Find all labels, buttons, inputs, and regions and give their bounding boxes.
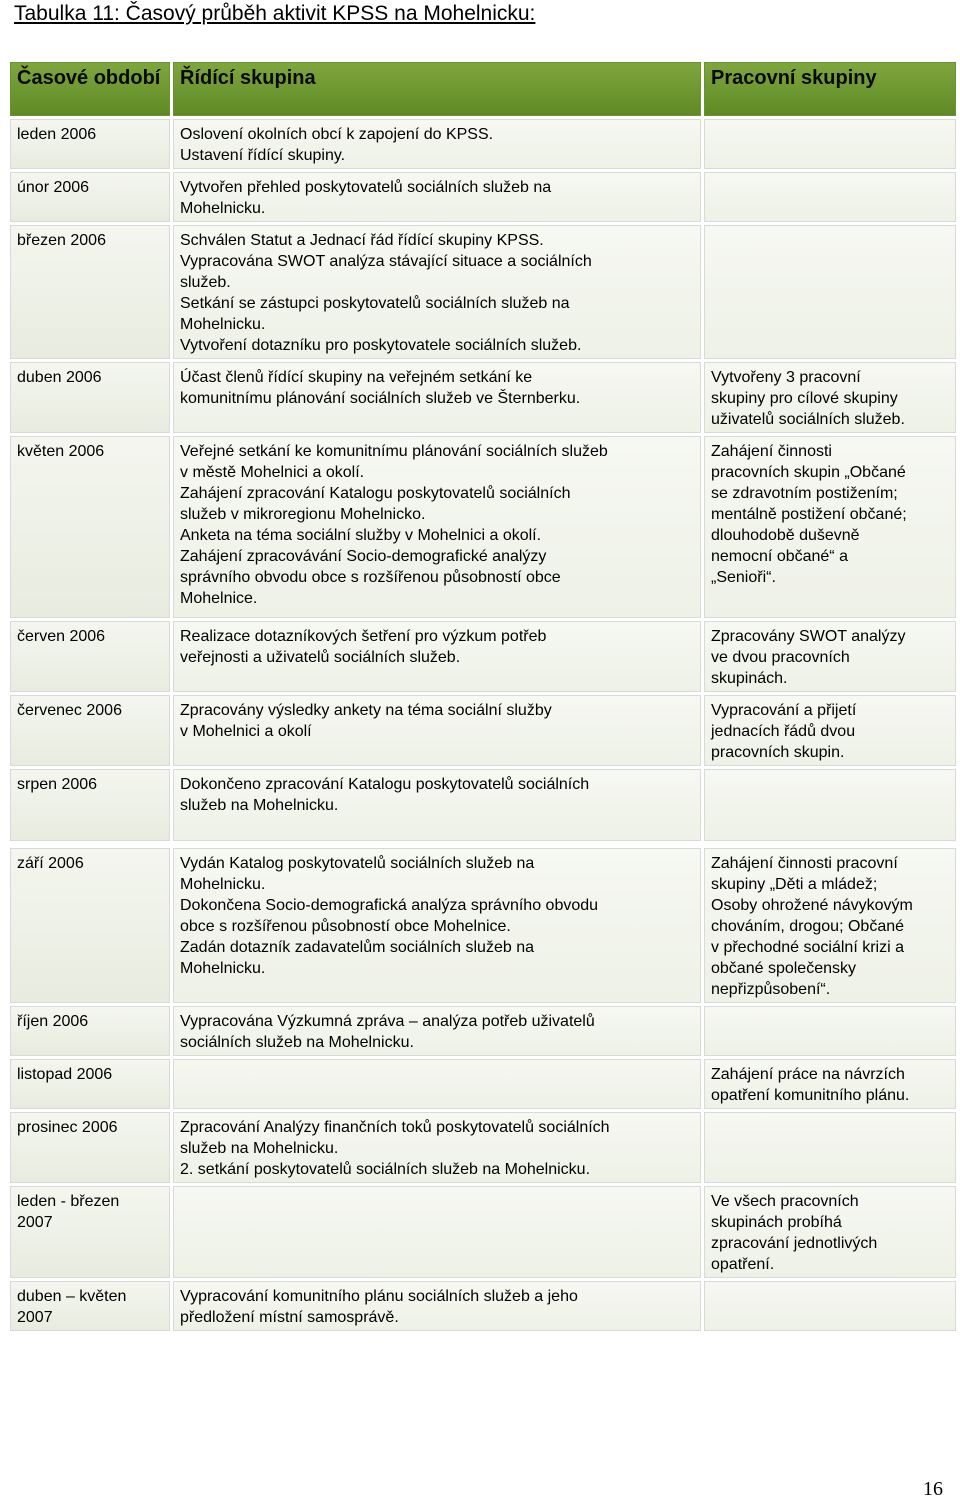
steering-cell-line: Zahájení zpracování Katalogu poskytovatelů sociálních [180,485,571,502]
steering-cell-line: Mohelnicku. [180,960,266,977]
steering-cell-line: Vypracována SWOT analýza stávající situace a sociálních [180,253,592,270]
table-row [10,695,956,766]
steering-cell-line: Vypracována Výzkumná zpráva – analýza potřeb uživatelů [180,1013,595,1030]
steering-cell-line: Vydán Katalog poskytovatelů sociálních služeb na [180,855,535,872]
period-cell [10,119,170,169]
period-cell-line: únor 2006 [17,179,90,196]
working-cell-line: Zpracovány SWOT analýzy [711,628,906,645]
working-cell-line: pracovních skupin. [711,744,845,761]
steering-cell-line: služeb. [180,274,231,291]
steering-cell-line: Vytvoření dotazníku pro poskytovatele sociálních služeb. [180,337,582,354]
steering-cell [173,119,701,169]
working-cell-line: Zahájení činnosti pracovní [711,855,898,872]
working-cell-line: zpracování jednotlivých [711,1235,878,1252]
working-cell-line: nemocní občané“ a [711,548,848,565]
working-cell [704,172,956,222]
table-row [10,1281,956,1331]
working-cell-line: Ve všech pracovních [711,1193,859,1210]
header-working-groups: Pracovní skupiny [704,62,956,116]
steering-cell-line: Setkání se zástupci poskytovatelů sociálních služeb na [180,295,570,312]
steering-cell-line: služeb na Mohelnicku. [180,797,339,814]
activity-table-part1 [7,59,959,844]
period-cell [10,225,170,359]
steering-cell-line: Zpracovány výsledky ankety na téma sociální služby [180,702,552,719]
header-steering-group: Řídící skupina [173,62,701,116]
steering-cell-line: Dokončeno zpracování Katalogu poskytovatelů sociálních [180,776,590,793]
working-cell-line: v přechodné sociální krizi a [711,939,904,956]
table-row [10,1059,956,1109]
table-row [10,1186,956,1278]
working-cell-line: uživatelů sociálních služeb. [711,411,905,428]
period-cell-line: leden 2006 [17,126,97,143]
working-cell [704,1281,956,1331]
working-cell-line: dlouhodobě duševně [711,527,860,544]
period-cell [10,172,170,222]
steering-cell-line: v městě Mohelnici a okolí. [180,464,365,481]
working-cell [704,362,956,433]
steering-cell-line: Vytvořen přehled poskytovatelů sociálních služeb na [180,179,552,196]
working-cell-line: ve dvou pracovních [711,649,850,666]
steering-cell [173,1006,701,1056]
steering-cell [173,1112,701,1183]
steering-cell-line: služeb v mikroregionu Mohelnicko. [180,506,426,523]
steering-cell [173,1281,701,1331]
working-cell-line: pracovních skupin „Občané [711,464,906,481]
table-row [10,769,956,841]
working-cell-line: skupiny „Děti a mládež; [711,876,878,893]
period-cell [10,695,170,766]
steering-cell [173,1186,701,1278]
table-row [10,848,956,1003]
working-cell-line: Vytvořeny 3 pracovní [711,369,861,386]
steering-cell-line: Schválen Statut a Jednací řád řídící skupiny KPSS. [180,232,544,249]
period-cell-line: červen 2006 [17,628,106,645]
period-cell-line: listopad 2006 [17,1066,113,1083]
period-cell [10,1059,170,1109]
working-cell-line: Zahájení práce na návrzích [711,1066,905,1083]
header-period: Časové období [10,62,170,116]
steering-cell-line: Zpracování Analýzy finančních toků poskytovatelů sociálních [180,1119,610,1136]
period-cell-line: říjen 2006 [17,1013,89,1030]
period-cell [10,621,170,692]
working-cell [704,1059,956,1109]
working-cell [704,695,956,766]
working-cell-line: skupinách probíhá [711,1214,842,1231]
period-cell [10,848,170,1003]
working-cell [704,1112,956,1183]
table-row [10,1112,956,1183]
period-cell-line: duben – květen [17,1288,127,1305]
steering-cell-line: komunitnímu plánování sociálních služeb ve Šternberku. [180,390,581,407]
working-cell [704,119,956,169]
table-row [10,225,956,359]
working-cell-line: občané společensky [711,960,856,977]
working-cell [704,1006,956,1056]
period-cell [10,1281,170,1331]
working-cell-line: opatření komunitního plánu. [711,1087,910,1104]
working-cell-line: Vypracování a přijetí [711,702,857,719]
table-row [10,621,956,692]
steering-cell-line: Zahájení zpracovávání Socio-demografické analýzy [180,548,547,565]
steering-cell-line: Ustavení řídící skupiny. [180,147,346,164]
steering-cell-line: Vypracování komunitního plánu sociálních služeb a jeho [180,1288,578,1305]
period-cell [10,769,170,841]
working-cell [704,1186,956,1278]
table-row [10,436,956,618]
steering-cell-line: předložení místní samosprávě. [180,1309,399,1326]
table-row [10,362,956,433]
working-cell-line: skupinách. [711,670,788,687]
page-number: 16 [923,1478,943,1500]
steering-cell-line: sociálních služeb na Mohelnicku. [180,1034,414,1051]
working-cell-line: skupiny pro cílové skupiny [711,390,898,407]
working-cell-line: Zahájení činnosti [711,443,832,460]
working-cell-line: chováním, drogou; Občané [711,918,905,935]
steering-cell-line: v Mohelnici a okolí [180,723,312,740]
period-cell-line: září 2006 [17,855,84,872]
table-row [10,119,956,169]
steering-cell [173,769,701,841]
period-cell-line: 2007 [17,1309,53,1326]
table-row [10,1006,956,1056]
table-caption: Tabulka 11: Časový průběh aktivit KPSS na Mohelnicku: [14,2,536,25]
period-cell-line: duben 2006 [17,369,102,386]
steering-cell [173,621,701,692]
period-cell [10,1186,170,1278]
steering-cell-line: Mohelnicku. [180,876,266,893]
period-cell [10,1112,170,1183]
working-cell-line: Osoby ohrožené návykovým [711,897,913,914]
period-cell [10,1006,170,1056]
steering-cell-line: Mohelnicku. [180,200,266,217]
period-cell-line: březen 2006 [17,232,106,249]
working-cell [704,225,956,359]
period-cell-line: leden - březen [17,1193,120,1210]
period-cell [10,362,170,433]
steering-cell-line: Dokončena Socio-demografická analýza správního obvodu [180,897,599,914]
steering-cell-line: Realizace dotazníkových šetření pro výzkum potřeb [180,628,547,645]
working-cell-line: nepřizpůsobení“. [711,981,831,998]
period-cell [10,436,170,618]
working-cell [704,769,956,841]
working-cell-line: jednacích řádů dvou [711,723,856,740]
working-cell [704,436,956,618]
working-cell-line: „Senioři“. [711,569,776,586]
steering-cell-line: 2. setkání poskytovatelů sociálních služeb na Mohelnicku. [180,1161,591,1178]
steering-cell [173,1059,701,1109]
steering-cell-line: obce s rozšířenou působností obce Mohelnice. [180,918,511,935]
steering-cell-line: Mohelnicku. [180,316,266,333]
working-cell [704,848,956,1003]
steering-cell [173,695,701,766]
steering-cell-line: Účast členů řídící skupiny na veřejném setkání ke [180,369,533,386]
period-cell-line: 2007 [17,1214,53,1231]
working-cell [704,621,956,692]
steering-cell-line: Oslovení okolních obcí k zapojení do KPSS. [180,126,494,143]
period-cell-line: prosinec 2006 [17,1119,118,1136]
steering-cell-line: Mohelnice. [180,590,258,607]
steering-cell [173,225,701,359]
table-row [10,172,956,222]
steering-cell-line: Anketa na téma sociální služby v Mohelnici a okolí. [180,527,542,544]
steering-cell-line: veřejnosti a uživatelů sociálních služeb. [180,649,461,666]
working-cell-line: opatření. [711,1256,775,1273]
steering-cell [173,436,701,618]
steering-cell-line: Zadán dotazník zadavatelům sociálních služeb na [180,939,534,956]
period-cell-line: srpen 2006 [17,776,98,793]
steering-cell [173,848,701,1003]
working-cell-line: mentálně postižení občané; [711,506,907,523]
activity-table-part2 [7,845,959,1334]
period-cell-line: květen 2006 [17,443,105,460]
steering-cell-line: Veřejné setkání ke komunitnímu plánování sociálních služeb [180,443,608,460]
steering-cell [173,362,701,433]
steering-cell-line: správního obvodu obce s rozšířenou působností obce [180,569,561,586]
steering-cell-line: služeb na Mohelnicku. [180,1140,339,1157]
steering-cell [173,172,701,222]
period-cell-line: červenec 2006 [17,702,122,719]
working-cell-line: se zdravotním postižením; [711,485,898,502]
